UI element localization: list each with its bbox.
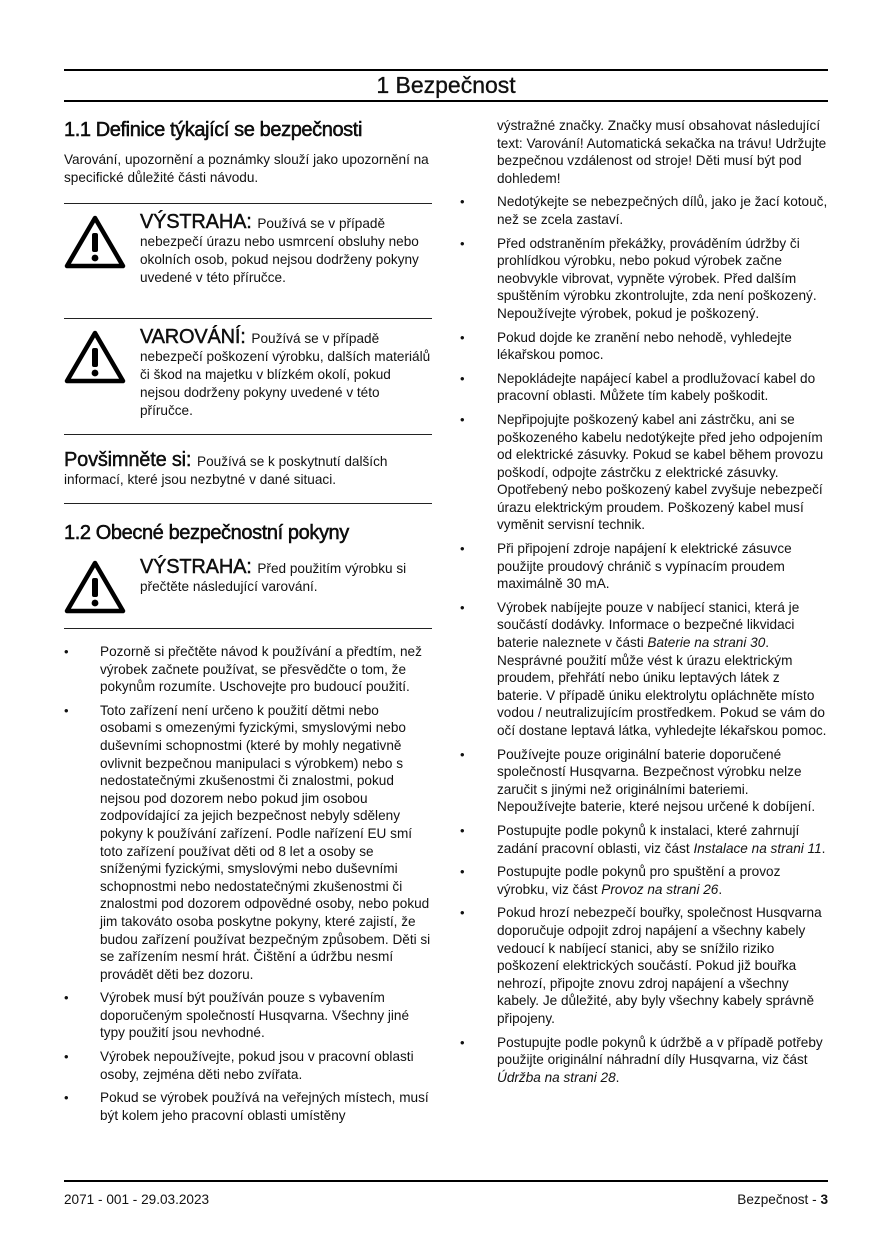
list-item: • Výrobek nepoužívejte, pokud jsou v pracovní oblasti osoby, zejména děti nebo zvířata. <box>64 1048 432 1083</box>
caution-callout <box>64 318 432 420</box>
section-1-2-heading: 1.2 Obecné bezpečnostní pokyny <box>64 522 349 544</box>
section-1-1-intro: Varování, upozornění a poznámky slouží jako upozornění na specifické důležité části návodu. <box>64 152 429 185</box>
list-item: • Nepřipojujte poškozený kabel ani zástrčku, ani se poškozeného kabelu nedotýkejte před jeho odpojením od elektrické zásuvky. Pokud se kabel během provozu poškodí, odpojte zástrčku z elektrické zásuvky. Opotřebený nebo poškozený kabel zvyšuje nebezpečí úrazu elektrickým proudem. Poškozený kabel musí vyměnit servisní technik. <box>458 411 828 534</box>
footer-section: Bezpečnost <box>737 1192 809 1207</box>
list-item-continuation: výstražné značky. Značky musí obsahovat následující text: Varování! Automatická sekačka na trávu! Udržujte bezpečnou vzdálenost od stroje! Děti musí být pod dohledem! <box>497 118 827 186</box>
list-item: • Výrobek nabíjejte pouze v nabíjecí stanici, která je součástí dodávky. Informace o bezpečné likvidaci baterie naleznete v části Baterie na strani 30. Nesprávné použití může vést k úrazu elektrickým proudem, přehřátí nebo úniku leptavých látek z baterie. V případě úniku elektrolytu opláchněte místo vodou / neutralizujícím prostředkem. Pokud se vám do očí dostane leptavá látka, vyhledejte lékařskou pomoc. <box>458 599 828 740</box>
left-column <box>64 112 432 1130</box>
left-bullet-list <box>64 643 432 1124</box>
page-number: 3 <box>820 1192 828 1207</box>
warning-label: VÝSTRAHA: <box>140 211 252 233</box>
list-item: • Postupujte podle pokynů k údržbě a v případě potřeby použijte originální náhradní díly Husqvarna, viz část Údržba na strani 28. <box>458 1034 828 1087</box>
warning-triangle-icon <box>64 328 140 420</box>
right-bullet-list <box>458 193 828 1086</box>
document-code: 2071 - 001 - 29.03.2023 <box>64 1192 210 1207</box>
page-footer: Bezpečnost - 3 <box>737 1192 828 1207</box>
footer-rule <box>64 1180 828 1182</box>
note-text: Používá se k poskytnutí dalších informací, které jsou nezbytné v dané situaci. <box>64 454 388 487</box>
right-column <box>458 117 828 1092</box>
note-label: Povšimněte si: <box>64 449 192 471</box>
list-item: • Používejte pouze originální baterie doporučené společností Husqvarna. Bezpečnost výrobku nelze zaručit s jinými než originálními bateriemi. Nepoužívejte baterie, které nejsou určené k dobíjení. <box>458 746 828 816</box>
warning-callout <box>64 203 432 297</box>
warning-triangle-icon <box>64 213 140 297</box>
cross-reference-link[interactable]: Instalace na strani 11 <box>693 840 822 856</box>
general-warning-callout <box>64 556 432 629</box>
warning-text: Používá se v případě nebezpečí úrazu nebo usmrcení obsluhy nebo okolních osob, pokud nejsou dodrženy pokyny uvedené v této příručce. <box>140 216 419 285</box>
cross-reference-link[interactable]: Baterie na strani 30 <box>647 635 766 651</box>
section-1-1-heading: 1.1 Definice týkající se bezpečnosti <box>64 119 362 141</box>
list-item: • Při připojení zdroje napájení k elektrické zásuvce použijte proudový chránič s vypínacím proudem maximálně 30 mA. <box>458 540 828 593</box>
list-item: • Postupujte podle pokynů k instalaci, které zahrnují zadání pracovní oblasti, viz část Instalace na strani 11. <box>458 822 828 857</box>
note-callout <box>64 434 432 489</box>
list-item: • Toto zařízení není určeno k použití dětmi nebo osobami s omezenými fyzickými, smyslovými nebo duševními schopnostmi (které by mohly negativně ovlivnit bezpečnou manipulaci s výrobkem) nebo s nedostatečnými zkušenostmi či znalostmi, pokud nejsou pod dozorem nebo pokud jim osobou zodpovídající za jejich bezpečnost nebyly sděleny pokyny k používání zařízení. Podle nařízení EU smí toto zařízení používat děti od 8 let a osoby se sníženými fyzickými, smyslovými nebo duševními schopnostmi nebo nedostatečnými zkušenostmi či znalostmi pod dozorem odpovědné osoby, nebo pokud jim takováto osoba poskytne pokyny, které zajistí, že budou zařízení používat bezpečným způsobem. Děti si se zařízením nesmí hrát. Čištění a údržbu nesmí provádět děti bez dozoru. <box>64 702 432 984</box>
general-warning-text: Před použitím výrobku si přečtěte následující varování. <box>140 561 407 594</box>
caution-text: Používá se v případě nebezpečí poškození výrobku, dalších materiálů či škod na majetku v blízkém okolí, pokud nejsou dodrženy pokyny uvedené v této příručce. <box>140 331 431 418</box>
title-rule-bottom <box>64 100 828 102</box>
warning-triangle-icon <box>64 558 140 614</box>
list-item: • Pokud hrozí nebezpečí bouřky, společnost Husqvarna doporučuje odpojit zdroj napájení a všechny kabely vedoucí k nabíjecí stanici, aby se snížilo riziko poškození elektrických součástí. Pokud již bouřka nehrozí, připojte znovu zdroj napájení a všechny kabely. Je důležité, aby byly všechny kabely správně připojeny. <box>458 904 828 1027</box>
list-item: • Výrobek musí být používán pouze s vybavením doporučeným společností Husqvarna. Všechny jiné typy použití jsou nevhodné. <box>64 989 432 1042</box>
list-item: • Pokud dojde ke zranění nebo nehodě, vyhledejte lékařskou pomoc. <box>458 329 828 364</box>
list-item: • Pozorně si přečtěte návod k používání a předtím, než výrobek začnete používat, se přesvědčte o tom, že pokynům rozumíte. Uschovejte pro budoucí použití. <box>64 643 432 696</box>
cross-reference-link[interactable]: Provoz na strani 26 <box>601 881 719 897</box>
general-warning-label: VÝSTRAHA: <box>140 556 252 578</box>
list-item: • Pokud se výrobek používá na veřejných místech, musí být kolem jeho pracovní oblasti umístěny <box>64 1089 432 1124</box>
list-item: • Nepokládejte napájecí kabel a prodlužovací kabel do pracovní oblasti. Můžete tím kabely poškodit. <box>458 370 828 405</box>
note-bottom-rule <box>64 503 432 504</box>
list-item: • Nedotýkejte se nebezpečných dílů, jako je žací kotouč, než se zcela zastaví. <box>458 193 828 228</box>
caution-label: VAROVÁNÍ: <box>140 326 246 348</box>
chapter-title: 1 Bezpečnost <box>376 72 516 98</box>
list-item: • Postupujte podle pokynů pro spuštění a provoz výrobku, viz část Provoz na strani 26. <box>458 863 828 898</box>
cross-reference-link[interactable]: Údržba na strani 28 <box>497 1069 616 1085</box>
list-item: • Před odstraněním překážky, prováděním údržby či prohlídkou výrobku, nebo pokud výrobek začne neobvykle vibrovat, vypněte výrobek. Před dalším spuštěním výrobku zkontrolujte, zda není poškozený. Nepoužívejte výrobek, pokud je poškozený. <box>458 235 828 323</box>
